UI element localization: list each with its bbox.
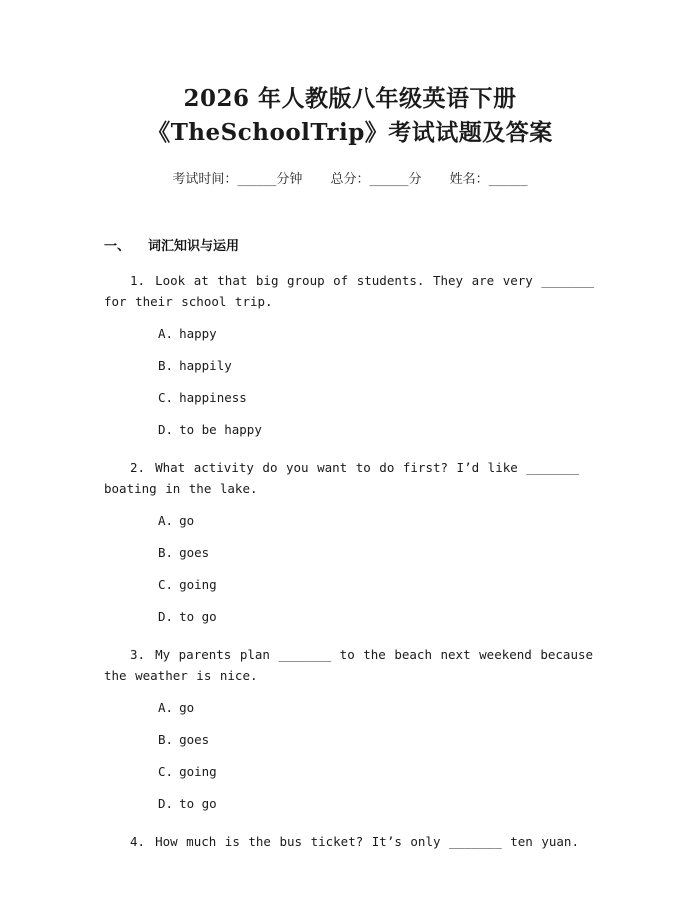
question-2: [104, 457, 596, 499]
exam-time-field: 考试时间：______分钟: [172, 172, 303, 187]
option-letter: B.: [158, 732, 174, 747]
exam-info: [104, 168, 596, 187]
total-score-field: 总分：______分: [330, 172, 422, 187]
question-1-option-d: [158, 419, 596, 440]
name-field: 姓名：______: [449, 172, 528, 187]
option-text: to go: [179, 796, 217, 811]
option-text: happy: [179, 326, 217, 341]
question-3-option-d: [158, 793, 596, 814]
question-text: What activity do you want to do first? I’d like _______ boating in the lake.: [104, 460, 579, 496]
question-text: Look at that big group of students. They are very _______ for their school trip.: [104, 273, 595, 309]
question-number: 4.: [130, 834, 146, 849]
question-2-option-b: [158, 542, 596, 563]
option-text: happiness: [179, 390, 247, 405]
title-line-1: 2026 年人教版八年级英语下册: [183, 85, 517, 112]
question-3-option-c: [158, 761, 596, 782]
option-text: going: [179, 577, 217, 592]
option-text: go: [179, 700, 195, 715]
question-3-option-b: [158, 729, 596, 750]
question-number: 3.: [130, 647, 146, 662]
question-1-option-b: [158, 355, 596, 376]
option-letter: D.: [158, 422, 174, 437]
option-letter: D.: [158, 796, 174, 811]
question-number: 2.: [130, 460, 146, 475]
option-text: to be happy: [179, 422, 262, 437]
section-heading: [104, 235, 596, 254]
section-title: 词汇知识与运用: [148, 239, 240, 254]
question-1: [104, 270, 596, 312]
question-3-option-a: [158, 697, 596, 718]
question-2-option-c: [158, 574, 596, 595]
page-title: [104, 82, 596, 150]
question-number: 1.: [130, 273, 146, 288]
option-letter: A.: [158, 326, 174, 341]
option-letter: B.: [158, 358, 174, 373]
question-1-option-c: [158, 387, 596, 408]
question-1-option-a: [158, 323, 596, 344]
option-letter: C.: [158, 577, 174, 592]
question-text: My parents plan _______ to the beach next weekend because the weather is nice.: [104, 647, 594, 683]
title-line-2: 《TheSchoolTrip》考试试题及答案: [147, 119, 553, 146]
option-text: to go: [179, 609, 217, 624]
question-4: [104, 831, 596, 852]
question-text: How much is the bus ticket? It’s only _______ ten yuan.: [155, 834, 579, 849]
option-text: going: [179, 764, 217, 779]
option-text: go: [179, 513, 195, 528]
option-letter: A.: [158, 513, 174, 528]
option-letter: D.: [158, 609, 174, 624]
option-letter: A.: [158, 700, 174, 715]
question-2-option-a: [158, 510, 596, 531]
section-number: 一、: [104, 239, 131, 254]
option-text: goes: [179, 545, 210, 560]
question-2-option-d: [158, 606, 596, 627]
question-3: [104, 644, 596, 686]
option-letter: C.: [158, 764, 174, 779]
option-letter: C.: [158, 390, 174, 405]
option-text: happily: [179, 358, 232, 373]
option-text: goes: [179, 732, 210, 747]
option-letter: B.: [158, 545, 174, 560]
